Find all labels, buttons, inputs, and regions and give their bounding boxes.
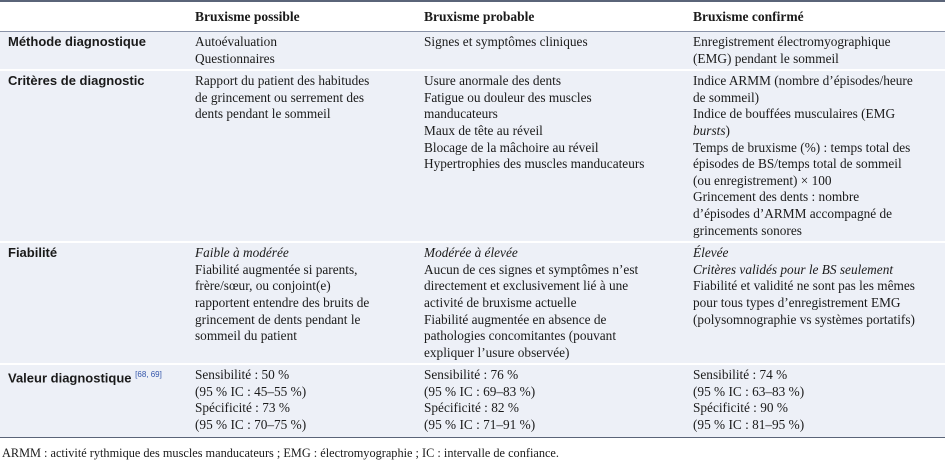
cell-line: épisodes de BS/temps total de sommeil <box>693 156 902 172</box>
reference-link[interactable]: [68, 69] <box>135 370 162 380</box>
cell-line: grincement de dents pendant le <box>195 311 361 327</box>
cell-line: expliquer l’usure observée) <box>424 344 570 360</box>
cell-line: activité de bruxisme actuelle <box>424 294 577 310</box>
cell-line: bursts) <box>693 122 730 138</box>
header-possible: Bruxisme possible <box>187 1 416 32</box>
cell-line: de grincement ou serrement des <box>195 89 365 105</box>
row-label <box>0 32 187 71</box>
row-label <box>0 364 187 437</box>
cell-line: pathologies concomitantes (pouvant <box>424 328 617 344</box>
header-row <box>0 1 945 32</box>
table-cell <box>685 242 945 364</box>
cell-line: grincements sonores <box>693 222 802 238</box>
cell-line: Maux de tête au réveil <box>424 122 543 138</box>
header-probable: Bruxisme probable <box>416 1 685 32</box>
cell-line: (95 % IC : 63–83 %) <box>693 383 805 399</box>
table-cell <box>685 70 945 242</box>
cell-line: Fiabilité et validité ne sont pas les mêmes <box>693 278 915 294</box>
cell-line: Spécificité : 90 % <box>693 400 788 416</box>
cell-line: directement et exclusivement lié à une <box>424 278 629 294</box>
row-label-text: Fiabilité <box>8 245 58 261</box>
cell-line: (95 % IC : 70–75 %) <box>195 417 307 433</box>
table-row <box>0 32 945 71</box>
row-label <box>0 242 187 364</box>
cell-line: Grincement des dents : nombre <box>693 189 860 205</box>
cell-line: manducateurs <box>424 106 498 122</box>
cell-line: Critères validés pour le BS seulement <box>693 261 894 277</box>
cell-line: dents pendant le sommeil <box>195 106 331 122</box>
cell-line: Fiabilité augmentée en absence de <box>424 311 607 327</box>
cell-line: Spécificité : 82 % <box>424 400 519 416</box>
cell-line: de sommeil) <box>693 89 760 105</box>
table-cell <box>187 242 416 364</box>
cell-line: Sensibilité : 76 % <box>424 367 519 383</box>
table-cell <box>187 364 416 437</box>
table-cell <box>416 70 685 242</box>
cell-line: Hypertrophies des muscles manducateurs <box>424 156 645 172</box>
row-label-text: Critères de diagnostic <box>8 73 145 89</box>
table-row <box>0 70 945 242</box>
cell-line: Enregistrement électromyographique <box>693 34 891 49</box>
cell-line: Fiabilité augmentée si parents, <box>195 261 358 277</box>
cell-line: Blocage de la mâchoire au réveil <box>424 139 599 155</box>
cell-line: Rapport du patient des habitudes <box>195 73 370 89</box>
cell-line: (95 % IC : 81–95 %) <box>693 417 805 433</box>
cell-line: Temps de bruxisme (%) : temps total des <box>693 139 911 155</box>
cell-line: Autoévaluation <box>195 34 277 49</box>
table-cell <box>416 32 685 71</box>
cell-line: (95 % IC : 69–83 %) <box>424 383 536 399</box>
cell-line: (95 % IC : 71–91 %) <box>424 417 536 433</box>
cell-line: sommeil du patient <box>195 328 297 344</box>
cell-line: Indice de bouffées musculaires (EMG <box>693 106 896 122</box>
cell-line: Usure anormale des dents <box>424 73 561 89</box>
row-label-text: Valeur diagnostique <box>8 370 132 386</box>
table-cell <box>685 32 945 71</box>
table-footnote: ARMM : activité rythmique des muscles manducateurs ; EMG : électromyographie ; IC : intervalle de confiance. <box>2 445 559 460</box>
header-empty <box>0 1 187 32</box>
table-cell <box>416 242 685 364</box>
cell-line: rapportent entendre des bruits de <box>195 294 370 310</box>
table-cell <box>685 364 945 437</box>
row-label <box>0 70 187 242</box>
cell-line: Indice ARMM (nombre d’épisodes/heure <box>693 73 913 89</box>
cell-line: frère/sœur, ou conjoint(e) <box>195 278 331 294</box>
table-cell <box>187 70 416 242</box>
cell-line: Élevée <box>693 245 729 261</box>
header-confirmed: Bruxisme confirmé <box>685 1 945 32</box>
cell-line: Aucun de ces signes et symptômes n’est <box>424 261 639 277</box>
cell-line: (polysomnographie vs systèmes portatifs) <box>693 311 915 327</box>
cell-line: Spécificité : 73 % <box>195 400 290 416</box>
cell-line: Signes et symptômes cliniques <box>424 34 588 49</box>
cell-line: Faible à modérée <box>195 245 289 261</box>
cell-line: Sensibilité : 50 % <box>195 367 290 383</box>
cell-line: Modérée à élevée <box>424 245 518 261</box>
cell-line: (ou enregistrement) × 100 <box>693 172 832 188</box>
cell-line: pour tous types d’enregistrement EMG <box>693 294 901 310</box>
table-row <box>0 364 945 437</box>
table-row <box>0 242 945 364</box>
cell-line: d’épisodes d’ARMM accompagné de <box>693 205 893 221</box>
table-cell <box>416 364 685 437</box>
cell-line: Questionnaires <box>195 50 275 66</box>
row-label-text: Méthode diagnostique <box>8 34 146 49</box>
cell-line: Sensibilité : 74 % <box>693 367 788 383</box>
cell-line: Fatigue ou douleur des muscles <box>424 89 592 105</box>
cell-line: (95 % IC : 45–55 %) <box>195 383 307 399</box>
table-cell <box>187 32 416 71</box>
cell-line: (EMG) pendant le sommeil <box>693 50 839 66</box>
